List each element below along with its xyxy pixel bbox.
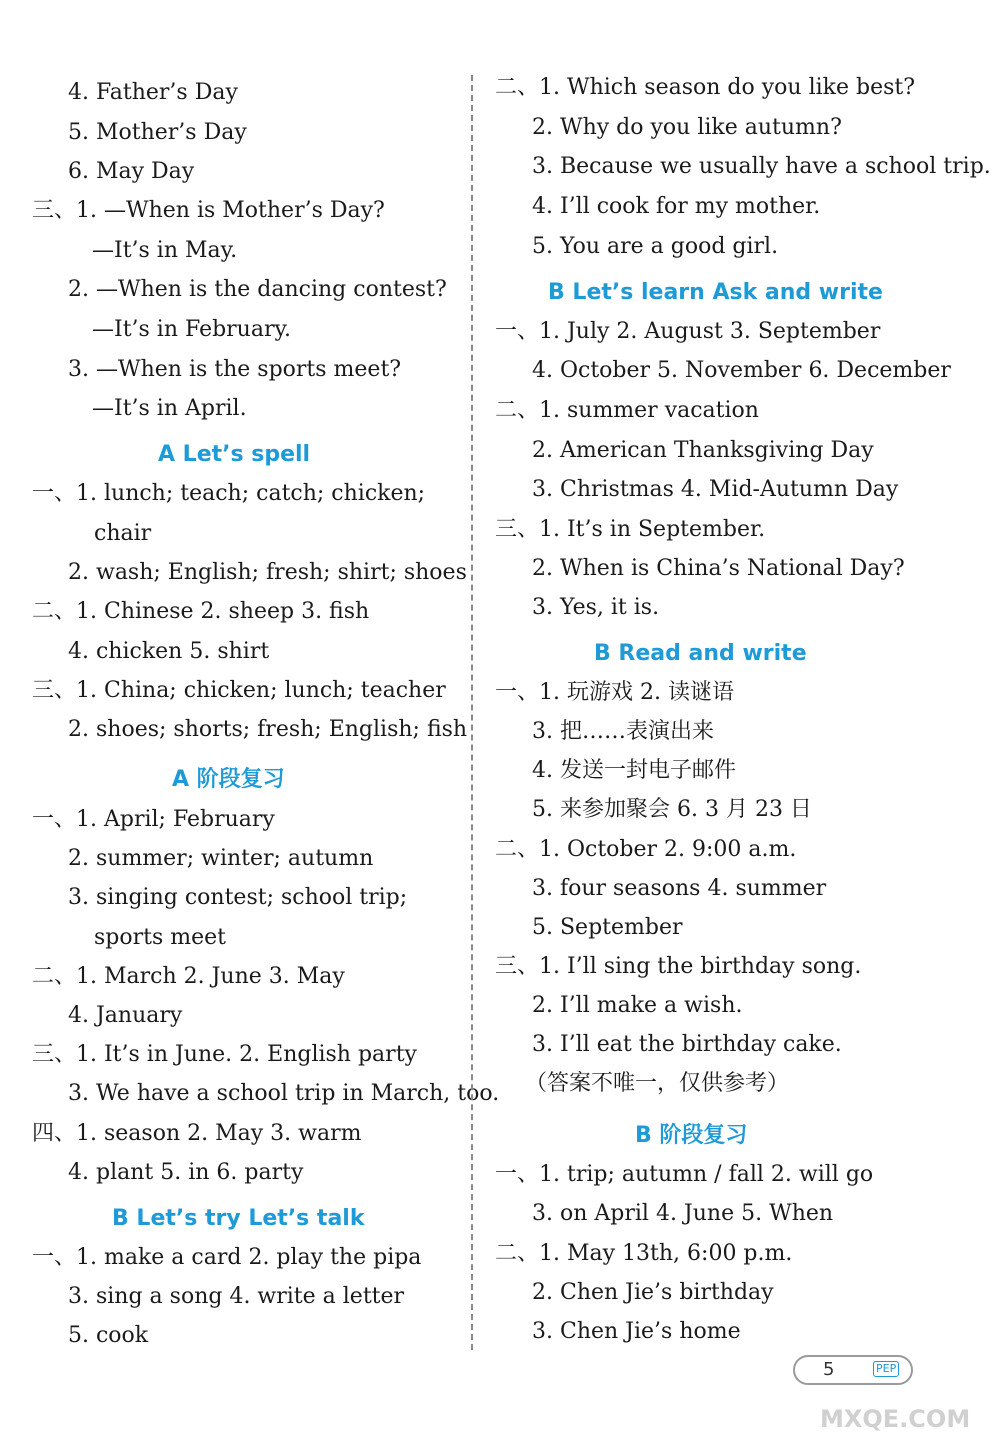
answer-line: 4. I’ll cook for my mother.: [532, 194, 821, 219]
answer-line: 6. May Day: [68, 159, 195, 184]
answer-line: 4. plant 5. in 6. party: [68, 1160, 304, 1185]
answer-line: 5. cook: [68, 1323, 149, 1348]
answer-line: 四、1. season 2. May 3. warm: [32, 1121, 362, 1146]
answer-line: 3. Christmas 4. Mid-Autumn Day: [532, 477, 899, 502]
answer-line: 3. sing a song 4. write a letter: [68, 1284, 405, 1309]
answer-line: 2. American Thanksgiving Day: [532, 438, 874, 463]
section-heading: A 阶段复习: [172, 767, 285, 792]
answer-line: 三、1. China; chicken; lunch; teacher: [32, 678, 446, 703]
answer-line: 2. shoes; shorts; fresh; English; fish: [68, 717, 468, 742]
answer-line: 5. September: [532, 915, 683, 940]
section-heading: B 阶段复习: [635, 1123, 748, 1148]
answer-line: 5. Mother’s Day: [68, 120, 247, 145]
answer-line: 5. You are a good girl.: [532, 234, 779, 259]
answer-line: 2. When is China’s National Day?: [532, 556, 905, 581]
answer-line: 2. wash; English; fresh; shirt; shoes: [68, 560, 467, 585]
answer-line: chair: [94, 521, 152, 546]
answer-note: （答案不唯一，仅供参考）: [525, 1071, 790, 1096]
answer-line: 3. Chen Jie’s home: [532, 1319, 741, 1344]
page-number-tab: [793, 1355, 913, 1385]
answer-line: —It’s in April.: [92, 396, 247, 421]
answer-line: —It’s in May.: [92, 238, 238, 263]
pep-badge: PEP: [873, 1361, 899, 1377]
answer-line: 3. singing contest; school trip;: [68, 885, 408, 910]
answer-line: —It’s in February.: [92, 317, 291, 342]
answer-line: 3. Yes, it is.: [532, 595, 660, 620]
answer-line: 4. October 5. November 6. December: [532, 358, 951, 383]
answer-line: 3. We have a school trip in March, too.: [68, 1081, 500, 1106]
answer-line: 3. I’ll eat the birthday cake.: [532, 1032, 842, 1057]
answer-line: 一、1. 玩游戏 2. 读谜语: [495, 680, 734, 705]
answer-line: 4. chicken 5. shirt: [68, 639, 270, 664]
answer-line: 三、1. It’s in September.: [495, 517, 766, 542]
answer-line: 二、1. October 2. 9:00 a.m.: [495, 837, 797, 862]
watermark: MXQE.COM: [820, 1405, 971, 1433]
answer-line: 二、1. March 2. June 3. May: [32, 964, 345, 989]
answer-line: 2. I’ll make a wish.: [532, 993, 743, 1018]
answer-line: 一、1. April; February: [32, 807, 275, 832]
answer-line: 三、1. I’ll sing the birthday song.: [495, 954, 862, 979]
answer-line: 二、1. Chinese 2. sheep 3. fish: [32, 599, 370, 624]
answer-line: 2. Why do you like autumn?: [532, 115, 842, 140]
answer-line: 二、1. summer vacation: [495, 398, 759, 423]
answer-line: 一、1. July 2. August 3. September: [495, 319, 881, 344]
answer-line: 2. Chen Jie’s birthday: [532, 1280, 774, 1305]
answer-line: 5. 来参加聚会 6. 3 月 23 日: [532, 797, 812, 822]
answer-line: 3. 把……表演出来: [532, 719, 714, 744]
answer-line: 4. 发送一封电子邮件: [532, 758, 736, 783]
page-number: 5: [823, 1359, 835, 1380]
answer-line: 二、1. May 13th, 6:00 p.m.: [495, 1241, 793, 1266]
answer-line: 一、1. trip; autumn / fall 2. will go: [495, 1162, 874, 1187]
section-heading: B Read and write: [594, 641, 807, 666]
answer-line: 一、1. lunch; teach; catch; chicken;: [32, 481, 426, 506]
answer-line: 3. —When is the sports meet?: [68, 357, 402, 382]
answer-line: 4. Father’s Day: [68, 80, 238, 105]
answer-line: 2. summer; winter; autumn: [68, 846, 374, 871]
column-divider: [471, 75, 473, 1350]
section-heading: B Let’s learn Ask and write: [548, 280, 883, 305]
answer-line: 三、1. —When is Mother’s Day?: [32, 198, 385, 223]
answer-line: 4. January: [68, 1003, 183, 1028]
section-heading: A Let’s spell: [158, 442, 311, 467]
answer-line: 一、1. make a card 2. play the pipa: [32, 1245, 422, 1270]
answer-line: 二、1. Which season do you like best?: [495, 75, 916, 100]
answer-line: 三、1. It’s in June. 2. English party: [32, 1042, 417, 1067]
answer-line: 3. Because we usually have a school trip.: [532, 154, 991, 179]
section-heading: B Let’s try Let’s talk: [112, 1206, 365, 1231]
answer-line: 3. on April 4. June 5. When: [532, 1201, 834, 1226]
answer-line: 2. —When is the dancing contest?: [68, 277, 447, 302]
answer-line: 3. four seasons 4. summer: [532, 876, 827, 901]
answer-line: sports meet: [94, 925, 226, 950]
